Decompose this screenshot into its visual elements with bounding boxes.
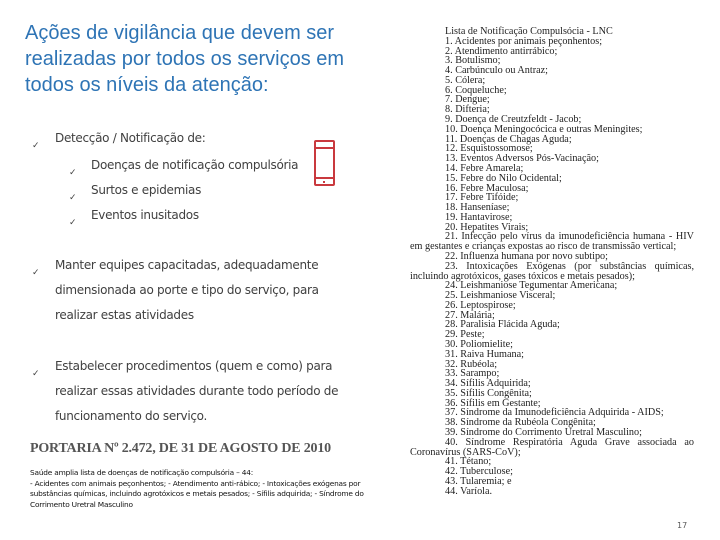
notification-list-item: 25. Leishmaniose Visceral; bbox=[445, 290, 556, 302]
notification-list-item: 33. Sarampo; bbox=[445, 368, 500, 380]
notification-list-item: 5. Cólera; bbox=[445, 74, 486, 86]
notification-list-item: 41. Tétano; bbox=[445, 456, 492, 468]
sub-bullet: Eventos inusitados bbox=[91, 208, 199, 222]
notification-list-item: 6. Coqueluche; bbox=[445, 84, 507, 96]
notification-list-item: 37. Síndrome da Imunodeficiência Adquirida - AIDS; bbox=[445, 407, 664, 419]
check-icon: ✓ bbox=[69, 193, 77, 203]
check-icon: ✓ bbox=[69, 168, 77, 178]
portaria-heading: PORTARIA Nº 2.472, DE 31 DE AGOSTO DE 2010 bbox=[30, 441, 331, 456]
notification-list-item: 43. Tularemia; e bbox=[445, 475, 512, 487]
notification-list-item: 13. Eventos Adversos Pós-Vacinação; bbox=[445, 153, 599, 165]
notification-list-item: 8. Difteria; bbox=[445, 104, 490, 116]
notification-list-item: 21. Infecção pelo vírus da imunodeficiência humana - HIV em gestantes e crianças expostas ao risco de transmissão vertical; bbox=[410, 231, 694, 253]
notification-list-item: 7. Dengue; bbox=[445, 94, 490, 106]
notification-list-item: 15. Febre do Nilo Ocidental; bbox=[445, 172, 562, 184]
notification-list-item: 30. Poliomielite; bbox=[445, 339, 513, 350]
notification-list-item: 31. Raiva Humana; bbox=[445, 348, 524, 360]
bullet-detection: Detecção / Notificação de: bbox=[55, 131, 206, 145]
notification-list-item: 32. Rubéola; bbox=[445, 358, 498, 370]
notification-list-item: 1. Acidentes por animais peçonhentos; bbox=[445, 35, 603, 47]
bullet-line: realizar estas atividades bbox=[55, 308, 194, 322]
notification-list-item: 17. Febre Tifóide; bbox=[445, 192, 519, 204]
notification-list-item: 26. Leptospirose; bbox=[445, 299, 516, 311]
notification-list-item: 27. Malária; bbox=[445, 309, 495, 321]
sub-bullet: Surtos e epidemias bbox=[91, 183, 202, 197]
notification-list bbox=[410, 27, 694, 497]
notification-list-item: 22. Influenza humana por novo subtipo; bbox=[445, 250, 608, 262]
notification-list-title: Lista de Notificação Compulsócia - LNC bbox=[445, 26, 613, 37]
check-icon: ✓ bbox=[32, 141, 40, 151]
bullet-procedures bbox=[55, 354, 338, 429]
bullet-line: dimensionada ao porte e tipo do serviço, para bbox=[55, 283, 319, 297]
sub-bullet: Doenças de notificação compulsória bbox=[91, 158, 299, 172]
notification-list-item: 28. Paralisia Flácida Aguda; bbox=[445, 319, 560, 331]
bullet-line: Manter equipes capacitadas, adequadamente bbox=[55, 258, 319, 272]
notification-list-item: 38. Síndrome da Rubéola Congênita; bbox=[445, 417, 596, 429]
notification-list-item: 12. Esquistossomose; bbox=[445, 143, 533, 155]
notification-list-item: 40. Síndrome Respiratória Aguda Grave associada ao Coronavírus (SARS-CoV); bbox=[410, 436, 694, 458]
news-heading: Saúde amplia lista de doenças de notificação compulsória – 44: bbox=[30, 468, 254, 477]
notification-list-item: 36. Sífilis em Gestante; bbox=[445, 397, 541, 409]
notification-list-item: 11. Doenças de Chagas Aguda; bbox=[445, 133, 572, 145]
bullet-line: realizar essas atividades durante todo período de bbox=[55, 384, 339, 398]
notification-list-item: 20. Hepatites Virais; bbox=[445, 221, 529, 233]
notification-list-item: 2. Atendimento antirrábico; bbox=[445, 45, 558, 57]
check-icon: ✓ bbox=[32, 268, 40, 278]
notification-list-item: 10. Doença Meningocócica e outras Meningites; bbox=[445, 123, 643, 135]
page-number: 17 bbox=[677, 521, 688, 530]
notification-list-item: 3. Botulismo; bbox=[445, 55, 501, 67]
bullet-line: Estabelecer procedimentos (quem e como) para bbox=[55, 359, 333, 373]
notification-list-item: 24. Leishmaniose Tegumentar Americana; bbox=[445, 280, 618, 292]
news-text bbox=[30, 468, 400, 510]
notification-list-item: 16. Febre Maculosa; bbox=[445, 182, 529, 194]
news-body: - Acidentes com animais peçonhentos; - Atendimento anti-rábico; - Intoxicações exógenas por substâncias químicas, incluindo agrotóxicos e metais pesados; - Sífilis adquirida; - Síndrome do Corrimento Uretral Masculino bbox=[30, 478, 364, 509]
notification-list-item: 42. Tuberculose; bbox=[445, 466, 513, 478]
check-icon: ✓ bbox=[32, 369, 40, 379]
slide-title: Ações de vigilância que devem ser realizadas por todos os serviços em todos os níveis da atenção: bbox=[25, 22, 345, 96]
notification-list-item: 44. Varíola. bbox=[445, 485, 493, 497]
notification-list-item: 29. Peste; bbox=[445, 329, 485, 341]
bullet-teams bbox=[55, 253, 319, 328]
notification-list-item: 23. Intoxicações Exógenas (por substâncias químicas, incluindo agrotóxicos, gases tóxicos e metais pesados); bbox=[410, 260, 694, 282]
notification-list-item: 39. Síndrome do Corrimento Uretral Masculino; bbox=[445, 427, 642, 439]
bullet-line: funcionamento do serviço. bbox=[55, 409, 208, 423]
notification-list-item: 14. Febre Amarela; bbox=[445, 162, 524, 174]
notification-list-item: 34. Sífilis Adquirida; bbox=[445, 378, 531, 390]
notification-list-item: 18. Hanseníase; bbox=[445, 202, 510, 214]
notification-list-item: 9. Doença de Creutzfeldt - Jacob; bbox=[445, 114, 582, 126]
check-icon: ✓ bbox=[69, 218, 77, 228]
notification-list-item: 19. Hantavirose; bbox=[445, 211, 513, 223]
notification-list-item: 35. Sífilis Congênita; bbox=[445, 387, 532, 399]
mobile-phone-icon bbox=[314, 140, 335, 186]
notification-list-item: 4. Carbúnculo ou Antraz; bbox=[445, 65, 548, 77]
